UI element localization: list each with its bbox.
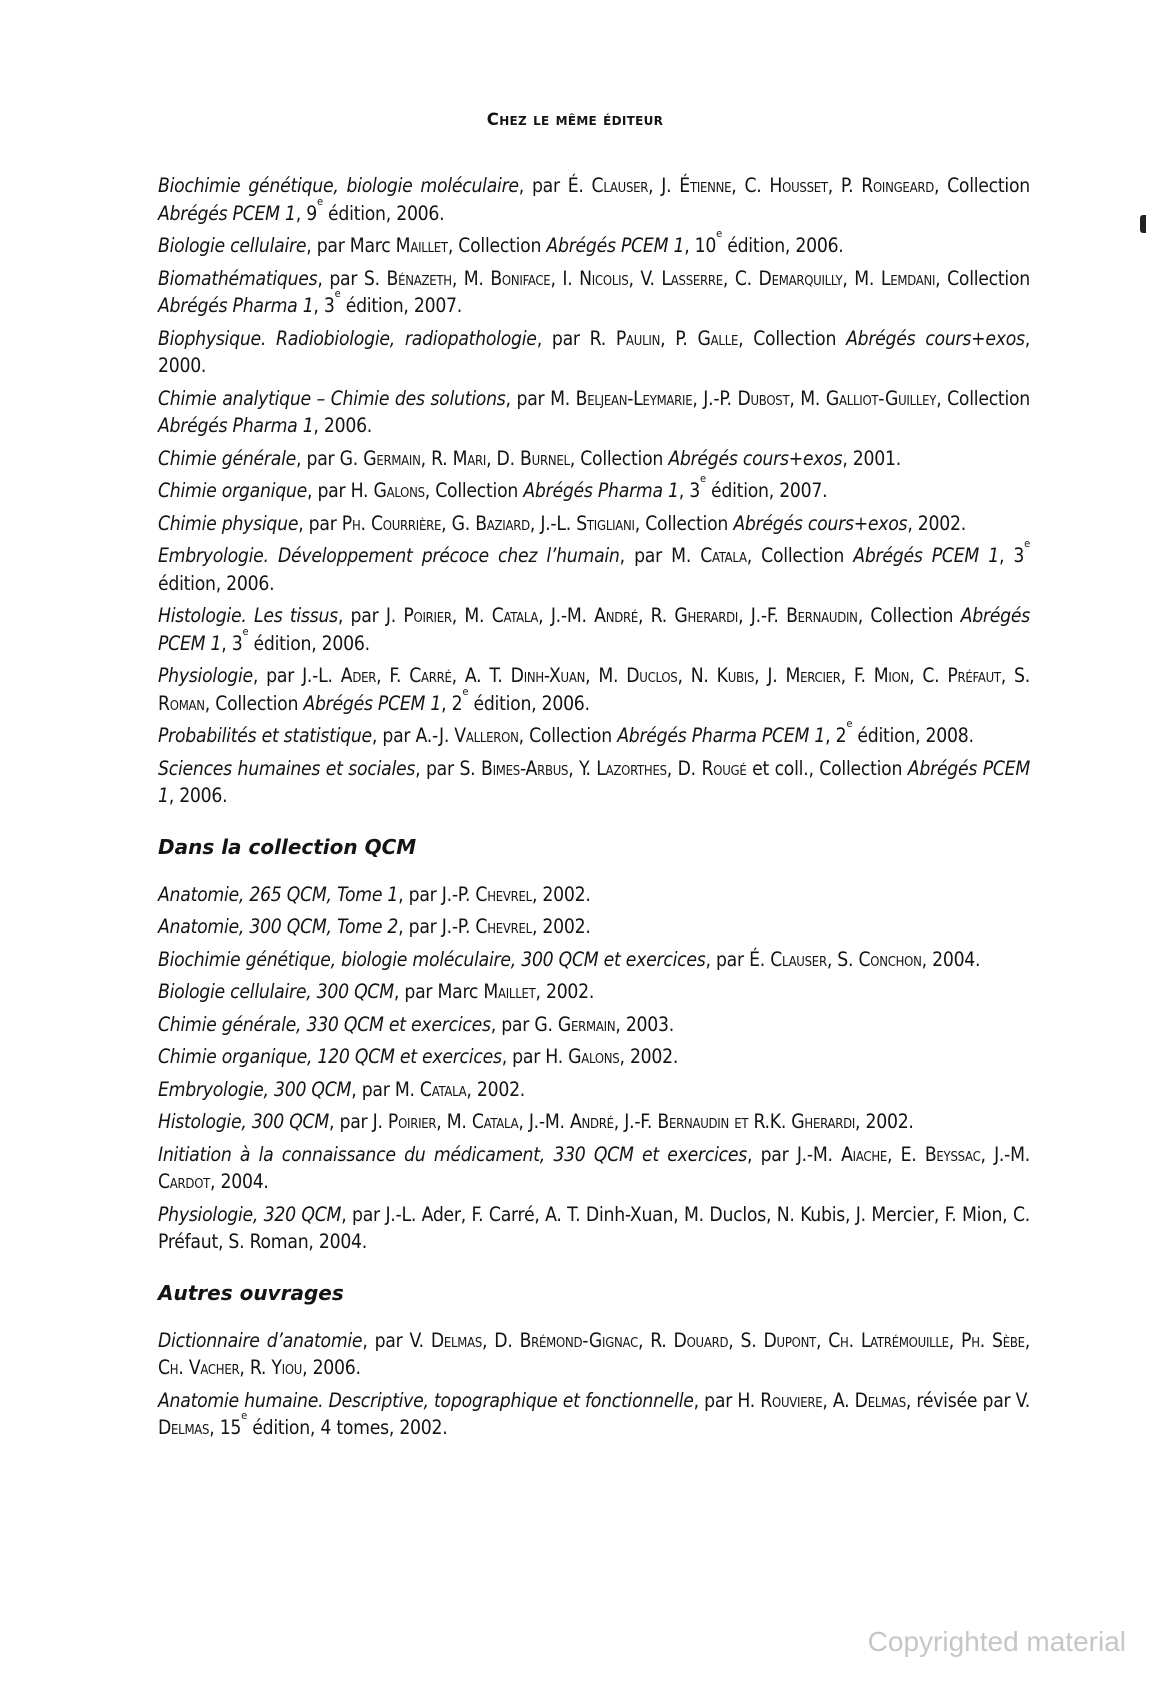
book-entry: Chimie générale, par G. Germain, R. Mari, D. Burnel, Collection Abrégés cours+exos, 2001. — [158, 446, 901, 470]
by-label: par — [350, 604, 386, 627]
book-date: édition, 2006. — [468, 691, 590, 715]
book-title: Biologie cellulaire — [158, 234, 307, 257]
book-collection: Abrégés Pharma 1 — [523, 479, 679, 502]
edition-suffix: e — [334, 287, 341, 300]
by-label: par — [551, 326, 590, 350]
book-authors: H. Galons — [350, 479, 425, 502]
qcm-list — [158, 881, 1030, 1256]
book-authors: J.-P. Chevrel — [441, 915, 532, 938]
book-date: édition, 4 tomes, 2002. — [247, 1416, 448, 1439]
book-authors: Maillet — [483, 980, 536, 1003]
book-collection: Abrégés PCEM 1 — [853, 544, 999, 567]
book-entry: Chimie physique, par Ph. Courrière, G. Baziard, J.-L. Stigliani, Collection Abrégés cours+exos, 2002. — [158, 511, 966, 535]
book-entry: Anatomie, 300 QCM, Tome 2, par J.-P. Chevrel, 2002. — [158, 915, 591, 938]
book-date: 2004. — [318, 1230, 368, 1253]
edition-number: 3 — [323, 294, 335, 317]
book-entry: Anatomie humaine. Descriptive, topographique et fonctionnelle, par H. Rouviere, A. Delmas, révisée par V. Delmas, 15e édition, 4 tomes, 2002. — [158, 1388, 1030, 1439]
book-title: Chimie générale, 330 QCM et exercices — [158, 1012, 491, 1036]
qcm-section-heading: Dans la collection QCM — [158, 834, 417, 859]
book-authors: S. Bénazeth, M. Boniface, I. Nicolis, V. Lasserre, C. Demarquilly, M. Lemdani — [363, 266, 936, 290]
book-date: 2006. — [312, 1356, 361, 1379]
book-authors: J.-P. Chevrel — [441, 882, 532, 906]
book-title: Histologie, 300 QCM — [158, 1110, 330, 1133]
edition-number: 10 — [694, 234, 717, 257]
book-date: édition, 2007. — [340, 294, 463, 317]
by-label: par — [512, 1045, 546, 1068]
book-title: Probabilités et statistique — [158, 724, 372, 747]
book-authors: Maillet — [395, 234, 448, 257]
by-label: par — [306, 446, 340, 470]
book-entry: Biochimie génétique, biologie moléculaire, 300 QCM et exercices, par É. Clauser, S. Conchon, 2004. — [158, 947, 981, 971]
edition-number: 2 — [835, 724, 847, 747]
book-date: édition, 2008. — [852, 724, 974, 747]
by-label: par — [704, 1388, 738, 1412]
book-date: édition, 2006. — [322, 201, 445, 225]
book-reviser: Delmas — [158, 1416, 210, 1439]
by-label: par — [516, 386, 551, 410]
book-collection: Abrégés PCEM 1 — [303, 691, 442, 715]
book-date: 2002. — [629, 1045, 679, 1068]
book-authors: J. Poirier, M. Catala, J.-M. André, J.-F. Bernaudin et R.K. Gherardi — [372, 1110, 856, 1133]
book-authors: V. Delmas, D. Brémond-Gignac, R. Douard, S. Dupont, Ch. Latrémouille, Ph. Sèbe, Ch. Vacher, R. Yiou — [158, 1328, 1031, 1379]
edition-suffix: e — [462, 684, 469, 698]
book-collection: Abrégés cours+exos — [733, 511, 908, 535]
abreges-list — [158, 172, 1030, 810]
edition-suffix: e — [846, 717, 853, 730]
book-authors: Ph. Courrière, G. Baziard, J.-L. Stigliani — [341, 511, 635, 535]
edition-number: 3 — [231, 631, 243, 655]
by-label: par — [634, 544, 672, 567]
book-entry: Biochimie génétique, biologie moléculaire, par É. Clauser, J. Étienne, C. Housset, P. Roingeard, Collection Abrégés PCEM 1, 9e édition, 2006. — [158, 174, 1030, 225]
book-authors: R. Paulin, P. Galle — [589, 326, 739, 350]
edition-suffix: e — [241, 1409, 247, 1422]
book-title: Biochimie génétique, biologie moléculaire, 300 QCM et exercices — [158, 947, 706, 971]
by-label: par — [266, 664, 303, 687]
book-title: Biologie cellulaire, 300 QCM — [158, 980, 394, 1003]
book-authors: J.-L. Ader, F. Carré, A. T. Dinh-Xuan, M. Duclos, N. Kubis, J. Mercier, F. Mion, C. Préfaut, S. Roman — [158, 1202, 1030, 1253]
by-label: par — [408, 915, 442, 938]
by-label: par — [374, 1328, 410, 1352]
book-authors: M. Catala — [671, 544, 747, 567]
by-label: par — [760, 1142, 797, 1166]
book-entry: Physiologie, par J.-L. Ader, F. Carré, A. T. Dinh-Xuan, M. Duclos, N. Kubis, J. Mercier, F. Mion, C. Préfaut, S. Roman, Collection Abrégés PCEM 1, 2e édition, 2006. — [158, 664, 1030, 715]
book-collection: Abrégés Pharma 1 — [158, 414, 314, 437]
book-date: 2002. — [865, 1110, 914, 1133]
by-label: par — [329, 266, 364, 290]
by-label: par — [361, 1077, 395, 1101]
book-date: 2002. — [542, 915, 591, 938]
book-authors: G. Germain, R. Mari, D. Burnel — [339, 446, 570, 470]
book-collection: Abrégés PCEM 1 — [158, 201, 296, 225]
page-title: Chez le même éditeur — [486, 110, 664, 129]
book-title: Chimie générale — [158, 446, 297, 470]
book-entry: Chimie organique, par H. Galons, Collection Abrégés Pharma 1, 3e édition, 2007. — [158, 472, 828, 502]
book-authors: M. Beljean-Leymarie, J.-P. Dubost, M. Galliot-Guilley — [550, 386, 937, 410]
book-date: 2003. — [625, 1012, 674, 1036]
book-authors: S. Bimes-Arbus, Y. Lazorthes, D. Rougé — [459, 756, 747, 780]
book-entry: Anatomie, 265 QCM, Tome 1, par J.-P. Chevrel, 2002. — [158, 882, 591, 906]
book-title: Physiologie — [158, 664, 253, 687]
book-title: Anatomie humaine. Descriptive, topographique et fonctionnelle — [158, 1388, 694, 1412]
by-label: par — [317, 479, 351, 502]
edition-suffix: e — [716, 227, 722, 240]
by-label: par — [715, 947, 750, 971]
book-authors: H. Galons — [545, 1045, 620, 1068]
book-title: Chimie organique, 120 QCM et exercices — [158, 1045, 502, 1068]
book-title: Anatomie, 265 QCM, Tome 1 — [158, 882, 399, 906]
book-date: édition, 2006. — [248, 631, 370, 655]
book-title: Histologie. Les tissus — [158, 604, 338, 627]
book-title: Biochimie génétique, biologie moléculaire — [158, 174, 519, 197]
book-collection: Abrégés cours+exos — [668, 446, 843, 470]
book-entry: Embryologie, 300 QCM, par M. Catala, 2002. — [158, 1077, 526, 1101]
book-title: Chimie analytique – Chimie des solutions — [158, 386, 506, 410]
book-authors: É. Clauser, J. Étienne, C. Housset, P. Roingeard — [567, 174, 934, 197]
book-entry: Histologie, 300 QCM, par J. Poirier, M. Catala, J.-M. André, J.-F. Bernaudin et R.K. Gherardi, 2002. — [158, 1110, 914, 1133]
book-entry: Dictionnaire d’anatomie, par V. Delmas, D. Brémond-Gignac, R. Douard, S. Dupont, Ch. Latrémouille, Ph. Sèbe, Ch. Vacher, R. Yiou, 2006. — [158, 1328, 1031, 1379]
book-authors: H. Rouviere, A. Delmas — [737, 1388, 906, 1412]
book-collection: Abrégés Pharma 1 — [158, 294, 314, 317]
book-date: 2006. — [323, 414, 373, 437]
copyright-watermark: Copyrighted material — [867, 1626, 1126, 1657]
book-title: Sciences humaines et sociales — [158, 756, 416, 780]
by-label: par — [408, 882, 442, 906]
edition-number: 3 — [1013, 544, 1025, 567]
book-date: 2000. — [158, 354, 207, 377]
by-label: par — [425, 756, 460, 780]
autres-section-heading: Autres ouvrages — [158, 1280, 344, 1305]
by-label: par — [308, 511, 342, 535]
page-edge-mark — [1140, 215, 1146, 233]
book-entry: Biologie cellulaire, par Marc Maillet, Collection Abrégés PCEM 1, 10e édition, 2006. — [158, 227, 844, 257]
book-entry: Chimie organique, 120 QCM et exercices, par H. Galons, 2002. — [158, 1045, 679, 1068]
by-label: par — [382, 724, 416, 747]
book-authors: É. Clauser, S. Conchon — [749, 947, 922, 971]
book-date: édition, 2007. — [705, 479, 828, 502]
book-date: 2001. — [852, 446, 901, 470]
book-entry: Chimie analytique – Chimie des solutions, par M. Beljean-Leymarie, J.-P. Dubost, M. Galliot-Guilley, Collection Abrégés Pharma 1, 2006. — [158, 386, 1030, 437]
book-title: Chimie physique — [158, 511, 299, 535]
edition-suffix: e — [699, 472, 706, 485]
book-date: 2004. — [220, 1170, 269, 1193]
book-collection: Abrégés PCEM 1 — [546, 234, 685, 257]
revised-label: , révisée par V. — [905, 1388, 1030, 1412]
book-authors: M. Catala — [394, 1077, 467, 1101]
edition-number: 9 — [306, 201, 317, 225]
book-date: 2002. — [476, 1077, 526, 1101]
book-date: 2002. — [917, 511, 966, 535]
book-authors-suffix: et coll. — [746, 756, 809, 780]
book-entry: Probabilités et statistique, par A.-J. Valleron, Collection Abrégés Pharma PCEM 1, 2e édition, 2008. — [158, 717, 974, 747]
book-collection: Abrégés Pharma PCEM 1 — [617, 724, 826, 747]
book-title: Biomathématiques — [158, 266, 318, 290]
by-label: par — [352, 1202, 386, 1226]
book-authors: J. Poirier, M. Catala, J.-M. André, R. Gherardi, J.-F. Bernaudin — [385, 604, 858, 627]
book-date: édition, 2006. — [721, 234, 844, 257]
autres-list — [158, 1327, 1030, 1442]
book-authors: A.-J. Valleron — [415, 724, 519, 747]
edition-number: 2 — [451, 691, 463, 715]
by-label: par — [501, 1012, 535, 1036]
book-authors: J.-L. Ader, F. Carré, A. T. Dinh-Xuan, M. Duclos, N. Kubis, J. Mercier, F. Mion, C. Préfaut, S. Roman — [158, 664, 1030, 715]
book-entry: Biophysique. Radiobiologie, radiopathologie, par R. Paulin, P. Galle, Collection Abrégés cours+exos, 2000. — [158, 326, 1030, 377]
book-title: Embryologie. Développement précoce chez l’humain — [158, 544, 620, 567]
edition-suffix: e — [242, 624, 249, 638]
book-collection: Abrégés PCEM 1 — [158, 756, 1030, 807]
book-title: Embryologie, 300 QCM — [158, 1077, 352, 1101]
book-date: 2004. — [932, 947, 981, 971]
book-title: Initiation à la connaissance du médicament, 330 QCM et exercices — [158, 1142, 747, 1166]
book-authors: G. Germain — [534, 1012, 616, 1036]
by-label: par — [531, 174, 568, 197]
book-title: Chimie organique — [158, 479, 307, 502]
book-date: 2006. — [179, 784, 228, 807]
edition-number: 3 — [689, 479, 700, 502]
book-authors: J.-M. Aiache, E. Beyssac, J.-M. Cardot — [158, 1142, 1030, 1193]
book-entry: Embryologie. Développement précoce chez l’humain, par M. Catala, Collection Abrégés PCEM 1, 3e édition, 2006. — [158, 537, 1030, 595]
book-entry: Sciences humaines et sociales, par S. Bimes-Arbus, Y. Lazorthes, D. Rougé et coll., Collection Abrégés PCEM 1, 2006. — [158, 756, 1030, 807]
book-date: 2002. — [545, 980, 595, 1003]
book-entry: Chimie générale, 330 QCM et exercices, par G. Germain, 2003. — [158, 1012, 674, 1036]
book-date: édition, 2006. — [158, 571, 275, 595]
book-title: Physiologie, 320 QCM — [158, 1202, 342, 1226]
book-collection: Abrégés cours+exos — [846, 326, 1025, 350]
book-date: 2002. — [542, 882, 591, 906]
by-label: par Marc — [316, 234, 396, 257]
book-title: Dictionnaire d’anatomie — [158, 1328, 363, 1352]
by-label: par — [339, 1110, 373, 1133]
by-label: par Marc — [404, 980, 484, 1003]
book-entry: Biomathématiques, par S. Bénazeth, M. Boniface, I. Nicolis, V. Lasserre, C. Demarquilly, M. Lemdani, Collection Abrégés Pharma 1, 3e édition, 2007. — [158, 266, 1030, 317]
book-collection: Abrégés PCEM 1 — [158, 604, 1030, 655]
edition-number: 15 — [219, 1416, 242, 1439]
book-title: Anatomie, 300 QCM, Tome 2 — [158, 915, 399, 938]
book-entry: Histologie. Les tissus, par J. Poirier, M. Catala, J.-M. André, R. Gherardi, J.-F. Bernaudin, Collection Abrégés PCEM 1, 3e édition, 2006. — [158, 604, 1030, 655]
edition-suffix: e — [1024, 537, 1030, 550]
book-title: Biophysique. Radiobiologie, radiopathologie — [158, 326, 537, 350]
book-entry: Initiation à la connaissance du médicament, 330 QCM et exercices, par J.-M. Aiache, E. Beyssac, J.-M. Cardot, 2004. — [158, 1142, 1030, 1193]
book-entry: Biologie cellulaire, 300 QCM, par Marc Maillet, 2002. — [158, 980, 595, 1003]
book-entry: Physiologie, 320 QCM, par J.-L. Ader, F. Carré, A. T. Dinh-Xuan, M. Duclos, N. Kubis, J. Mercier, F. Mion, C. Préfaut, S. Roman, 2004. — [158, 1202, 1030, 1253]
edition-suffix: e — [316, 194, 323, 208]
book-list — [158, 172, 1030, 1447]
